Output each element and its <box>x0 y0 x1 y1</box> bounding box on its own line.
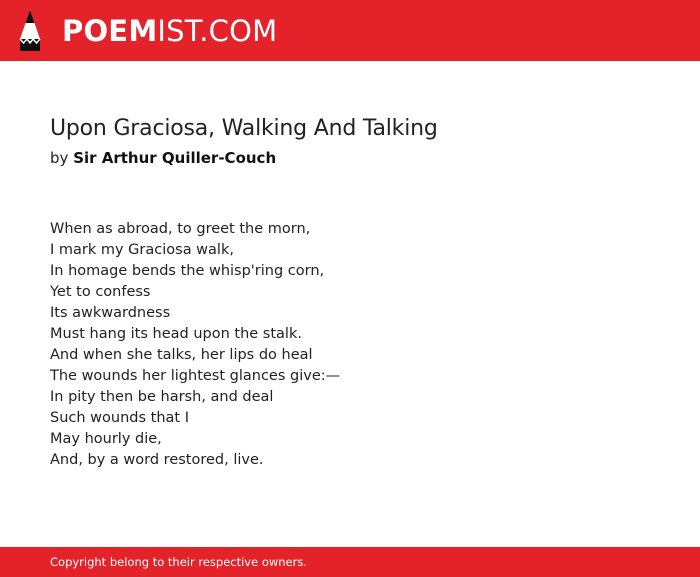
byline-prefix: by <box>50 149 69 167</box>
logo-light-text: IST.COM <box>157 14 278 48</box>
poem-line: And when she talks, her lips do heal <box>50 347 313 363</box>
site-logo[interactable] <box>62 12 277 50</box>
poem-line: The wounds her lightest glances give:— <box>50 368 341 384</box>
poem-line: And, by a word restored, live. <box>50 452 264 468</box>
site-header <box>0 0 700 61</box>
poem-line: Yet to confess <box>50 284 151 300</box>
poem-line: In pity then be harsh, and deal <box>50 389 274 405</box>
author-name: Sir Arthur Quiller-Couch <box>73 149 277 167</box>
poem-line: Its awkwardness <box>50 305 171 321</box>
byline <box>50 149 276 167</box>
poem-line: Must hang its head upon the stalk. <box>50 326 302 342</box>
pencil-icon[interactable] <box>17 9 43 51</box>
copyright-notice: Copyright belong to their respective owners. <box>50 555 308 569</box>
poem-line: Such wounds that I <box>50 410 189 426</box>
poem-line: In homage bends the whisp'ring corn, <box>50 263 325 279</box>
poem-title: Upon Graciosa, Walking And Talking <box>50 116 438 141</box>
logo-bold-text: POEM <box>62 14 158 48</box>
poem-line: When as abroad, to greet the morn, <box>50 221 311 237</box>
poem-line: May hourly die, <box>50 431 162 447</box>
site-footer <box>0 547 700 577</box>
poem-line: I mark my Graciosa walk, <box>50 242 234 258</box>
poem-body <box>50 219 650 471</box>
